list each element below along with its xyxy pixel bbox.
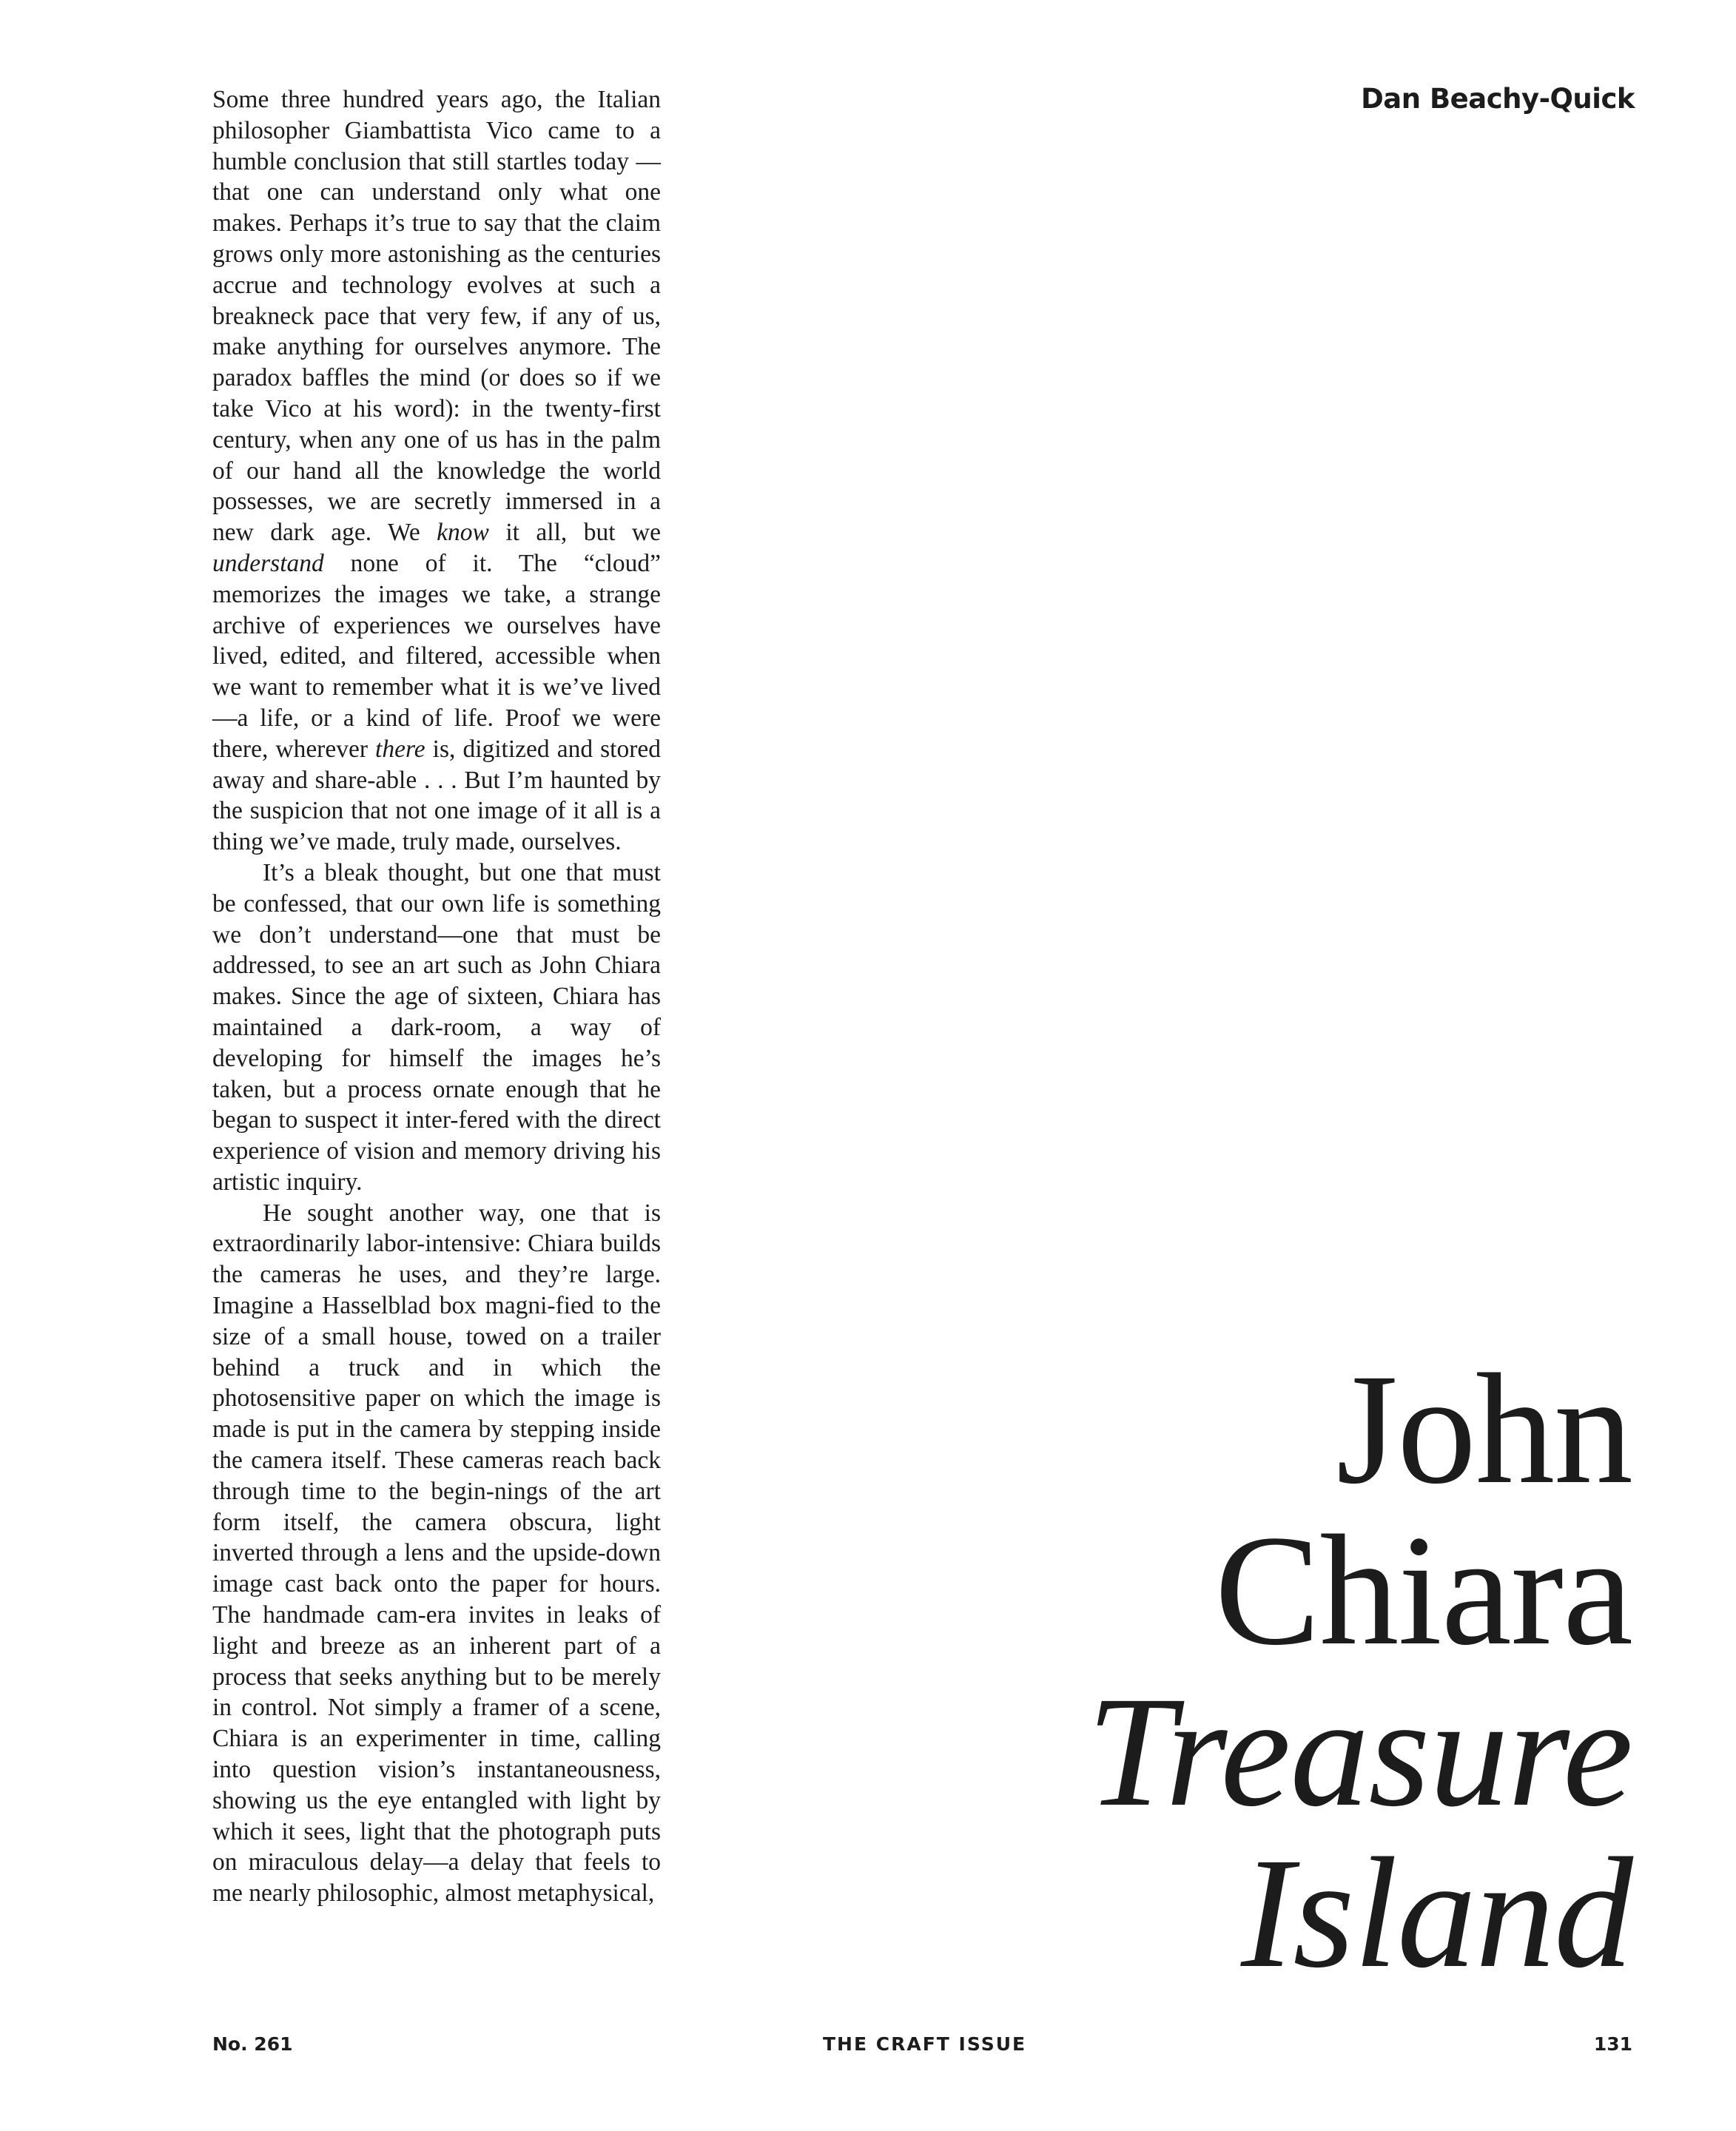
title-line-4: Island <box>1241 1825 1632 2001</box>
author-name: Dan Beachy-Quick <box>1361 83 1635 115</box>
emphasis-text: know <box>437 519 489 547</box>
emphasis-text: understand <box>212 549 324 577</box>
article-title <box>1086 1341 1632 2001</box>
article-paragraph <box>212 858 661 1198</box>
paragraph-text: it all, but we <box>488 519 661 547</box>
paragraph-text: It’s a bleak thought, but one that must be confessed, that our own life is something we don’t understand—one that must be addressed, to see an art such as John Chiara makes. Since the age of sixteen, Chiara has maintained a dark-room, a way of developing for himself the images he’s taken, but a process ornate enough that he began to suspect it inter-fered with the direct experience of vision and memory driving his artistic inquiry. <box>212 858 661 1196</box>
issue-name: THE CRAFT ISSUE <box>823 2033 1027 2055</box>
page-number: 131 <box>1593 2033 1632 2055</box>
emphasis-text: there <box>375 735 425 763</box>
article-body <box>212 84 661 1909</box>
paragraph-text: He sought another way, one that is extraordinarily labor-intensive: Chiara builds the cameras he uses, and they’re large. Imagine a Hasselblad box magni-fied to the size of a small house, towed on a trailer behind a truck and in which the photosensitive paper on which the image is made is put in the camera by stepping inside the camera itself. These cameras reach back through time to the begin-nings of the art form itself, the camera obscura, light inverted through a lens and the upside-down image cast back onto the paper for hours. The handmade cam-era invites in leaks of light and breeze as an inherent part of a process that seeks anything but to be merely in control. Not simply a framer of a scene, Chiara is an experimenter in time, calling into question vision’s instantaneousness, showing us the eye entangled with light by which it sees, light that the photograph puts on miraculous delay—a delay that feels to me nearly philosophic, almost metaphysical, <box>212 1199 661 1908</box>
paragraph-text: is, digitized and stored away and share-able . . . But I’m haunted by the suspicion that not one image of it all is a thing we’ve made, truly made, ourselves. <box>212 735 661 856</box>
title-line-2: Chiara <box>1214 1503 1632 1678</box>
paragraph-text: none of it. The “cloud” memorizes the images we take, a strange archive of experiences we ourselves have lived, edited, and filtered, accessible when we want to remember what it is we’ve lived—a life, or a kind of life. Proof we were there, wherever <box>212 549 661 763</box>
article-paragraph <box>212 84 661 858</box>
paragraph-text: Some three hundred years ago, the Italian philosopher Giambattista Vico came to a humble conclusion that still startles today —that one can understand only what one makes. Perhaps it’s true to say that the claim grows only more astonishing as the centuries accrue and technology evolves at such a breakneck pace that very few, if any of us, make anything for ourselves anymore. The paradox baffles the mind (or does so if we take Vico at his word): in the twenty-first century, when any one of us has in the palm of our hand all the knowledge the world possesses, we are secretly immersed in a new dark age. We <box>212 86 661 547</box>
title-line-3: Treasure <box>1086 1664 1632 1839</box>
article-paragraph <box>212 1198 661 1909</box>
issue-number: No. 261 <box>212 2033 293 2055</box>
title-line-1: John <box>1336 1341 1632 1517</box>
